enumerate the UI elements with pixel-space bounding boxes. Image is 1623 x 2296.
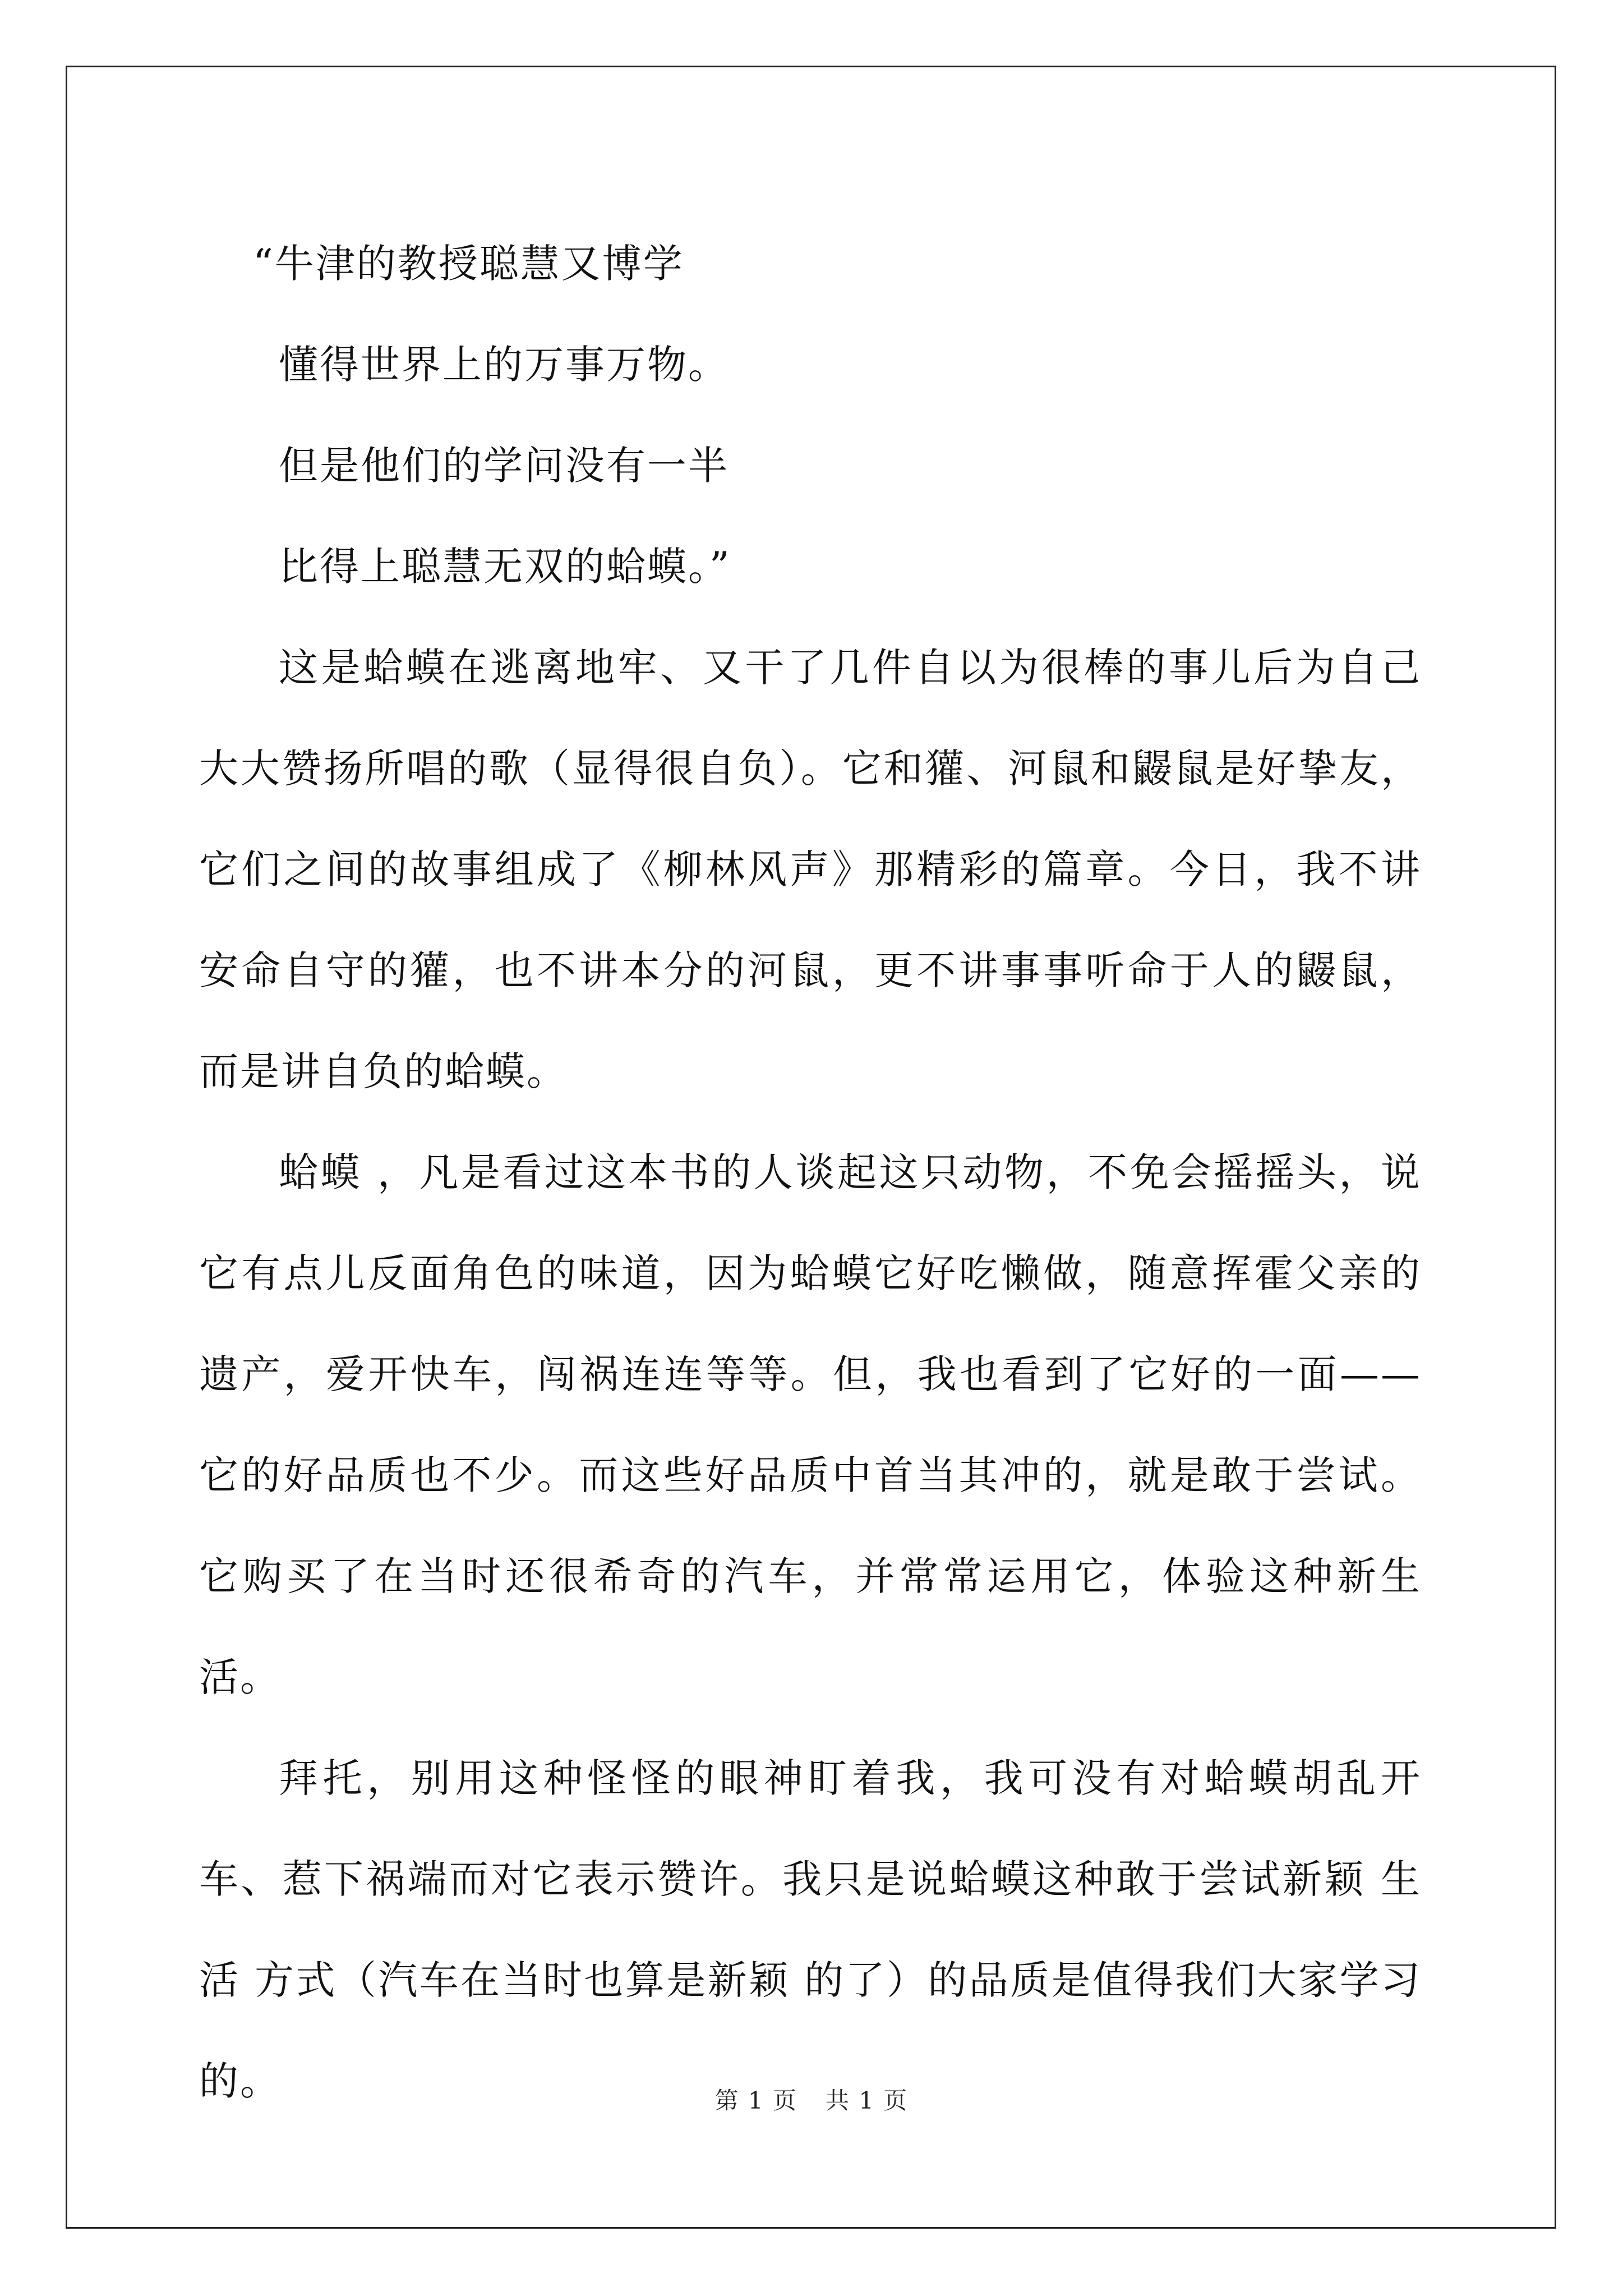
poem-line: 比得上聪慧无双的蛤蟆。”: [279, 544, 731, 590]
page-footer: [0, 2082, 1623, 2116]
poem-line: 懂得世界上的万事万物。: [279, 342, 729, 388]
body-paragraph: 蛤蟆 ，凡是看过这本书的人谈起这只动物，不免会摇摇头，说它有点儿反面角色的味道，因为蛤蟆它好吃懒做，随意挥霍父亲的遗产，爱开快车，闯祸连连等等。但，我也看到了它好的一面——它的好品质也不少。而这些好品质中首当其冲的，就是敢于尝试。它购买了在当时还很希奇的汽车，并常常运用它，体验这种新生活。: [199, 1149, 1422, 1700]
body-paragraph: 这是蛤蟆在逃离地牢、又干了几件自以为很棒的事儿后为自己大大赞扬所唱的歌（显得很自负）。它和獾、河鼠和鼹鼠是好挚友，它们之间的故事组成了《柳林风声》那精彩的篇章。今日，我不讲安命自守的獾，也不讲本分的河鼠，更不讲事事听命于人的鼹鼠，而是讲自负的蛤蟆。: [199, 645, 1422, 1094]
poem-line: 但是他们的学问没有一半: [279, 443, 729, 489]
page-number: 第 1 页: [714, 2087, 797, 2114]
body-paragraph: 拜托，别用这种怪怪的眼神盯着我，我可没有对蛤蟆胡乱开车、惹下祸端而对它表示赞许。我只是说蛤蟆这种敢于尝试新颖 生 活 方式（汽车在当时也算是新颖 的了）的品质是值得我们大家学习的。: [199, 1755, 1422, 2104]
page-total: 共 1 页: [826, 2087, 909, 2114]
document-body: [199, 213, 1422, 2132]
poem-line: “牛津的教授聪慧又博学: [253, 241, 684, 287]
